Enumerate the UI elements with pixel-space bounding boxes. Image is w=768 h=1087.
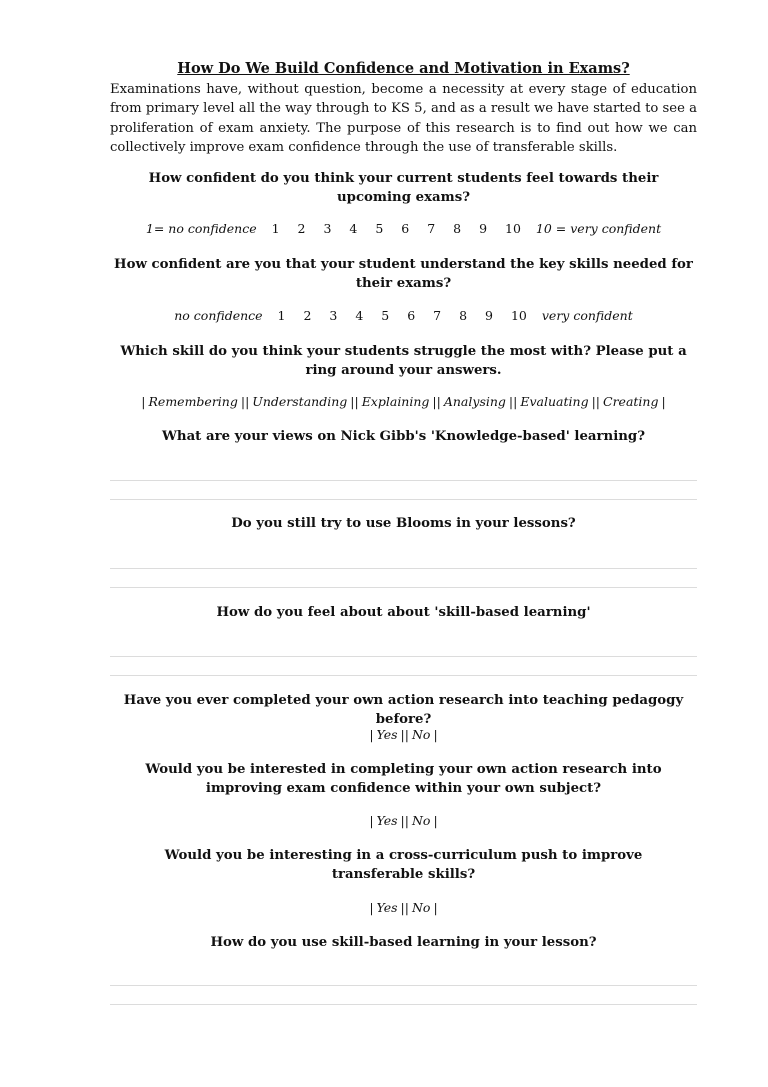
option-yes[interactable]: Yes bbox=[376, 900, 398, 915]
question-2-scale bbox=[110, 308, 697, 323]
option-yes[interactable]: Yes bbox=[376, 813, 398, 828]
answer-line[interactable] bbox=[110, 499, 697, 500]
question-9-options: | Yes || No | bbox=[369, 900, 438, 915]
option-understanding[interactable]: Understanding bbox=[252, 394, 348, 409]
answer-line[interactable] bbox=[110, 985, 697, 986]
question-2: How confident are you that your student understand the key skills needed for their exams? bbox=[114, 257, 693, 292]
scale-option[interactable]: 8 bbox=[453, 221, 462, 236]
scale-high-label: very confident bbox=[541, 308, 633, 323]
scale-option[interactable]: 3 bbox=[329, 308, 338, 323]
scale-low-label: 1= no confidence bbox=[145, 221, 257, 236]
answer-line[interactable] bbox=[110, 568, 697, 569]
question-7-options: | Yes || No | bbox=[369, 727, 438, 742]
question-8: Would you be interested in completing your own action research into improving exam confidence within your own subject? bbox=[145, 762, 662, 797]
option-no[interactable]: No bbox=[411, 727, 431, 742]
question-8-options: | Yes || No | bbox=[369, 813, 438, 828]
scale-option[interactable]: 3 bbox=[323, 221, 332, 236]
option-evaluating[interactable]: Evaluating bbox=[520, 394, 589, 409]
question-3: Which skill do you think your students struggle the most with? Please put a ring around your answers. bbox=[120, 344, 687, 379]
intro-paragraph: Examinations have, without question, become a necessity at every stage of education from primary level all the way through to KS 5, and as a result we have started to see a proliferation of exam anxiety. The purpose of this research is to find out how we can collectively improve exam confidence through the use of transferable skills. bbox=[110, 82, 697, 155]
question-9: Would you be interesting in a cross-curriculum push to improve transferable skills? bbox=[164, 848, 643, 883]
scale-option[interactable]: 5 bbox=[375, 221, 384, 236]
answer-line[interactable] bbox=[110, 675, 697, 676]
scale-option[interactable]: 4 bbox=[355, 308, 364, 323]
scale-option[interactable]: 5 bbox=[381, 308, 390, 323]
scale-option[interactable]: 9 bbox=[479, 221, 488, 236]
question-7: Have you ever completed your own action research into teaching pedagogy before? bbox=[123, 693, 684, 728]
option-explaining[interactable]: Explaining bbox=[361, 394, 430, 409]
option-creating[interactable]: Creating bbox=[603, 394, 659, 409]
document-title: How Do We Build Confidence and Motivation in Exams? bbox=[177, 60, 630, 77]
question-1-scale bbox=[110, 221, 697, 236]
scale-option[interactable]: 10 bbox=[505, 221, 521, 236]
question-5: Do you still try to use Blooms in your lessons? bbox=[231, 516, 576, 531]
scale-option[interactable]: 8 bbox=[459, 308, 468, 323]
option-no[interactable]: No bbox=[411, 813, 431, 828]
scale-low-label: no confidence bbox=[174, 308, 263, 323]
scale-option[interactable]: 4 bbox=[349, 221, 358, 236]
option-remembering[interactable]: Remembering bbox=[148, 394, 238, 409]
question-4: What are your views on Nick Gibb's 'Knowledge-based' learning? bbox=[161, 429, 646, 444]
scale-option[interactable]: 2 bbox=[303, 308, 312, 323]
scale-option[interactable]: 6 bbox=[401, 221, 410, 236]
answer-line[interactable] bbox=[110, 1004, 697, 1005]
answer-line[interactable] bbox=[110, 587, 697, 588]
scale-option[interactable]: 6 bbox=[407, 308, 416, 323]
scale-option[interactable]: 2 bbox=[297, 221, 306, 236]
scale-option[interactable]: 1 bbox=[277, 308, 286, 323]
scale-option[interactable]: 7 bbox=[433, 308, 442, 323]
scale-high-label: 10 = very confident bbox=[535, 221, 662, 236]
option-analysing[interactable]: Analysing bbox=[443, 394, 506, 409]
question-1: How confident do you think your current students feel towards their upcoming exams? bbox=[148, 171, 659, 206]
question-6: How do you feel about about 'skill-based learning' bbox=[216, 605, 591, 620]
scale-option[interactable]: 10 bbox=[510, 308, 527, 323]
answer-line[interactable] bbox=[110, 656, 697, 657]
question-10: How do you use skill-based learning in your lesson? bbox=[210, 935, 597, 950]
option-yes[interactable]: Yes bbox=[376, 727, 398, 742]
scale-option[interactable]: 9 bbox=[485, 308, 493, 323]
scale-option[interactable]: 7 bbox=[427, 221, 436, 236]
option-no[interactable]: No bbox=[411, 900, 431, 915]
question-3-options: | Remembering || Understanding || Explaining || Analysing || Evaluating || Creating | bbox=[141, 394, 666, 409]
scale-option[interactable]: 1 bbox=[271, 221, 280, 236]
answer-line[interactable] bbox=[110, 480, 697, 481]
